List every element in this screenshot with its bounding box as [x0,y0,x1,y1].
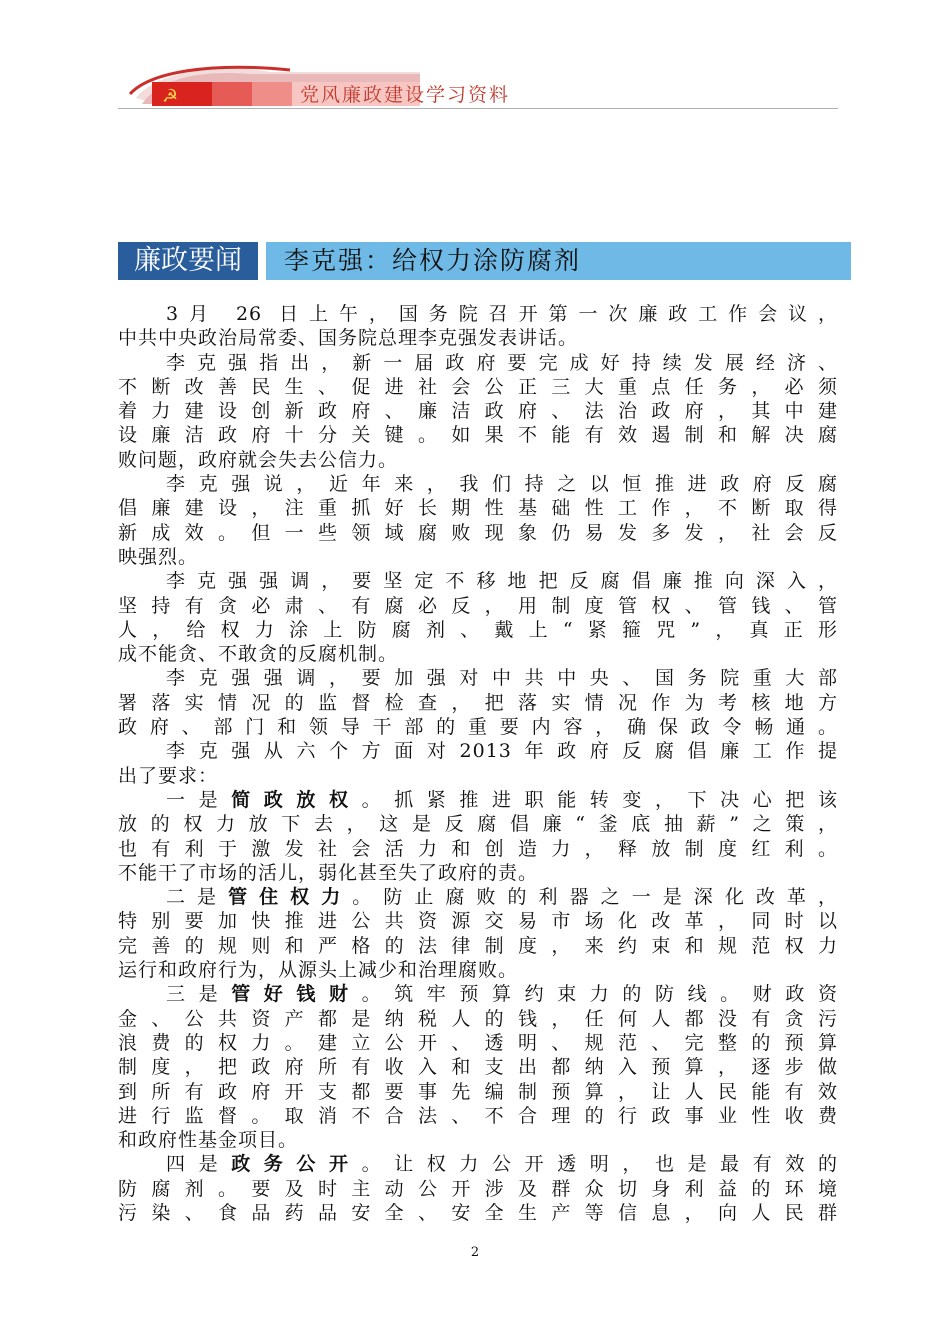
article-line: 着力建设创新政府、廉洁政府、法治政府，其中建 [118,400,838,423]
article-line: 李克强强调，要坚定不移地把反腐倡廉推向深入， [166,570,838,593]
article-line: 李克强说，近年来，我们持之以恒推进政府反腐 [166,473,838,496]
point-keyword: 管住权力 [228,886,353,909]
document-header-title: 党风廉政建设学习资料 [300,84,511,106]
header-divider [118,108,838,109]
line-text: 。防止腐败的利器之一是深化改革， [352,886,838,909]
article-line: 出了要求： [118,764,219,787]
article-line: 到所有政府开支都要事先编制预算，让人民能有效 [118,1080,838,1103]
article-line [118,1152,838,1176]
line-text: 。让权力公开透明，也是最有效的 [361,1153,838,1176]
article-line: 设廉洁政府十分关键。如果不能有效遏制和解决腐 [118,424,838,447]
section-tag: 廉政要闻 [118,242,258,280]
article-line: 完善的规则和严格的法律制度，来约束和规范权力 [118,934,838,957]
article-line: 特别要加快推进公共资源交易市场化改革，同时以 [118,910,838,933]
article-line: 浪费的权力。建立公开、透明、规范、完整的预算 [118,1031,838,1054]
article-line: 防腐剂。要及时主动公开涉及群众切身利益的环境 [118,1177,838,1200]
line-prefix: 二是 [166,886,229,909]
article-line: 和政府性基金项目。 [118,1129,299,1152]
article-line: 新成效。但一些领域腐败现象仍易发多发，社会反 [118,521,838,544]
point-keyword: 政务公开 [231,1153,362,1176]
section-banner [118,242,851,280]
line-text: 。抓紧推进职能转变，下决心把该 [361,788,838,811]
article-line: 成不能贪、不敢贪的反腐机制。 [118,643,399,666]
article-line: 污染、食品药品安全、安全生产等信息，向人民群 [118,1201,838,1224]
line-prefix: 四是 [166,1153,232,1176]
article-line [118,982,838,1006]
article-line: 坚持有贪必肃、有腐必反，用制度管权、管钱、管 [118,594,838,617]
line-prefix: 一是 [166,788,232,811]
article-line: 映强烈。 [118,545,199,568]
article-line: 政府、部门和领导干部的重要内容，确保政令畅通。 [118,716,838,739]
article-line: 李克强指出，新一届政府要完成好持续发展经济、 [166,351,838,374]
article-line [118,788,838,812]
article-headline: 李克强：给权力涂防腐剂 [266,242,851,280]
article-body [118,302,838,1225]
article-line: 制度，把政府所有收入和支出都纳入预算，逐步做 [118,1056,838,1079]
article-line: 李克强强调，要加强对中共中央、国务院重大部 [166,667,838,690]
article-line: 也有利于激发社会活力和创造力，释放制度红利。 [118,837,838,860]
line-prefix: 三是 [166,983,232,1006]
article-line: 运行和政府行为，从源头上减少和治理腐败。 [118,959,519,982]
article-line: 署落实情况的监督检查，把落实情况作为考核地方 [118,691,838,714]
svg-text:☭: ☭ [162,86,179,107]
line-text: 。筑牢预算约束力的防线。财政资 [361,983,838,1006]
article-line: 进行监督。取消不合法、不合理的行政事业性收费 [118,1104,838,1127]
article-line: 人，给权力涂上防腐剂、戴上“紧箍咒”，真正形 [118,618,838,641]
article-line [118,885,838,909]
article-line: 放的权力放下去，这是反腐倡廉“釜底抽薪”之策， [118,813,838,836]
point-keyword: 简政放权 [231,788,362,811]
article-line: 倡廉建设，注重抓好长期性基础性工作，不断取得 [118,497,838,520]
article-line: 中共中央政治局常委、国务院总理李克强发表讲话。 [118,327,579,350]
article-line: 不能干了市场的活儿，弱化甚至失了政府的责。 [118,861,539,884]
article-line: 不断改善民生、促进社会公正三大重点任务，必须 [118,375,838,398]
point-keyword: 管好钱财 [231,983,362,1006]
page-number: 2 [470,1245,480,1260]
article-line: 3月 26 日上午，国务院召开第一次廉政工作会议， [166,303,838,325]
article-line: 败问题，政府就会失去公信力。 [118,448,399,471]
article-line: 李克强从六个方面对2013年政府反腐倡廉工作提 [166,740,838,763]
article-line: 金、公共资产都是纳税人的钱，任何人都没有贪污 [118,1007,838,1030]
